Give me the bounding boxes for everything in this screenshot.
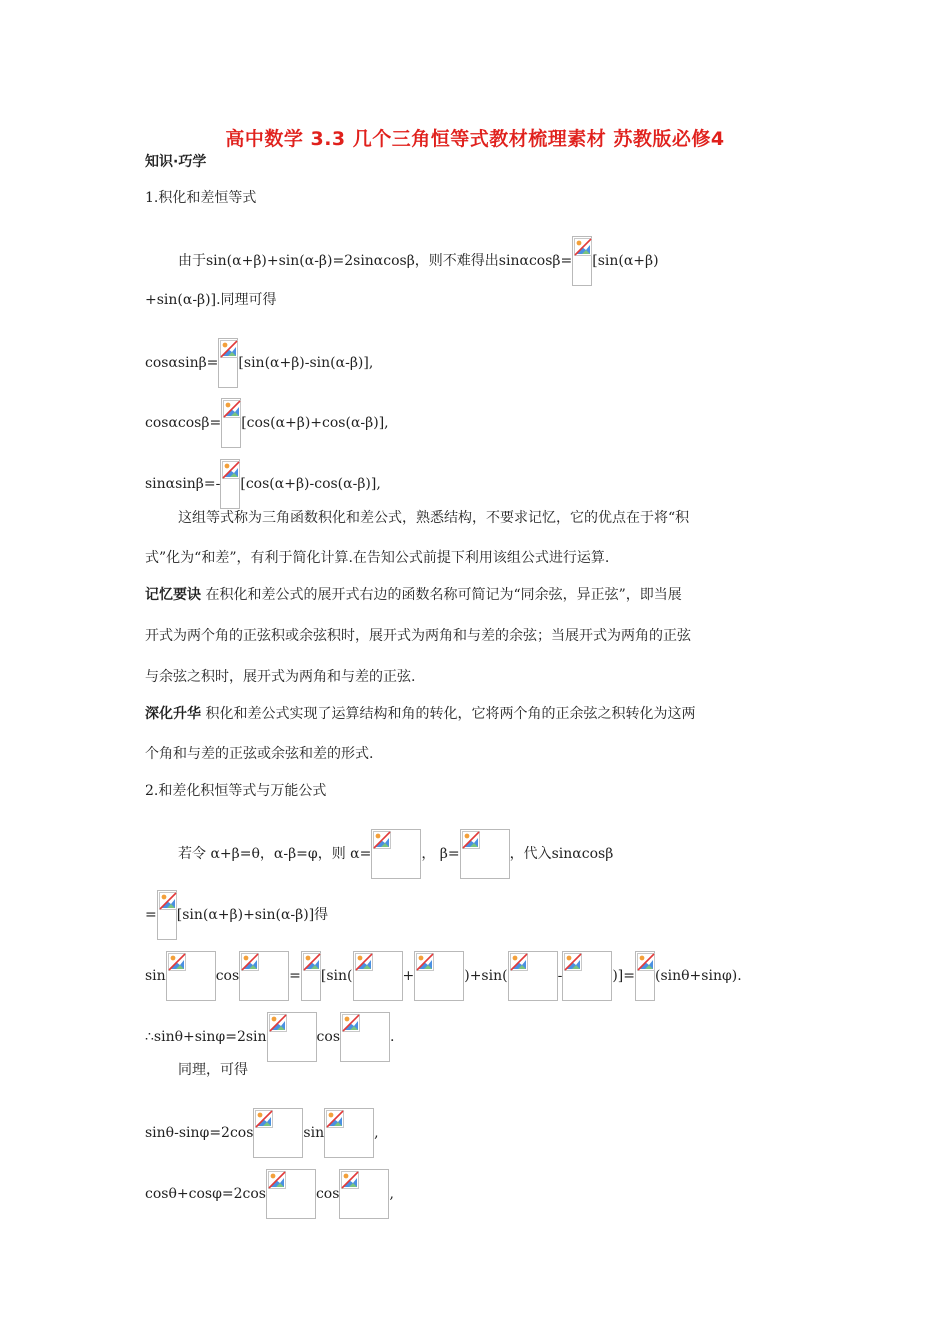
formula-image-placeholder-icon: [635, 951, 655, 1001]
deepening-label: 深化升华: [145, 706, 201, 722]
formula-image-placeholder-icon: [562, 951, 612, 1001]
formula-image-placeholder-icon: [508, 951, 558, 1001]
result-sum-sin: ∴sinθ+sinφ=2sin cos .: [145, 1012, 810, 1062]
expansion-line: sin cos = [sin( + )+sin( - )]= (sinθ+sinφ).: [145, 951, 810, 1001]
paragraph-summary-cont: 式”化为“和差”，有利于简化计算.在告知公式前提下利用该组公式进行运算.: [145, 550, 610, 566]
deepening-note: 深化升华 积化和差公式实现了运算结构和角的转化，它将两个角的正余弦之积转化为这两: [145, 706, 696, 722]
formula-image-placeholder-icon: [157, 890, 177, 940]
formula-sin-sin: sinαsinβ=- [cos(α+β)-cos(α-β)],: [145, 459, 810, 509]
formula-image-placeholder-icon: [218, 338, 238, 388]
paragraph-derivation: 由于sin(α+β)+sin(α-β)=2sinαcosβ，则不难得出sinαcosβ= [sin(α+β): [178, 236, 810, 286]
formula-image-placeholder-icon: [253, 1108, 303, 1158]
paragraph-summary: 这组等式称为三角函数积化和差公式，熟悉结构，不要求记忆，它的优点在于将“积: [178, 510, 690, 526]
heading-sum-to-product: 2.和差化积恒等式与万能公式: [145, 783, 327, 799]
formula-image-placeholder-icon: [301, 951, 321, 1001]
formula-image-placeholder-icon: [414, 951, 464, 1001]
formula-image-placeholder-icon: [266, 1169, 316, 1219]
result-diff-sin: sinθ-sinφ=2cos sin ,: [145, 1108, 810, 1158]
formula-cos-sin: cosαsinβ= [sin(α+β)-sin(α-β)],: [145, 338, 810, 388]
formula-image-placeholder-icon: [340, 1012, 390, 1062]
paragraph-derivation-cont: +sin(α-β)].同理可得: [145, 292, 277, 308]
similarly-line: 同理，可得: [178, 1062, 248, 1078]
memory-tip-cont-2: 与余弦之积时，展开式为两角和与差的正弦.: [145, 669, 416, 685]
heading-product-to-sum: 1.积化和差恒等式: [145, 190, 257, 206]
memory-tip-cont-1: 开式为两个角的正弦积或余弦积时，展开式为两角和与差的余弦；当展开式为两角的正弦: [145, 628, 691, 644]
formula-image-placeholder-icon: [239, 951, 289, 1001]
substitution-line: 若令 α+β=θ，α-β=φ，则 α= ， β= ，代入sinαcosβ: [178, 829, 810, 879]
formula-cos-cos: cosαcosβ= [cos(α+β)+cos(α-β)],: [145, 398, 810, 448]
formula-image-placeholder-icon: [166, 951, 216, 1001]
formula-image-placeholder-icon: [339, 1169, 389, 1219]
formula-image-placeholder-icon: [460, 829, 510, 879]
section-heading: 知识·巧学: [145, 154, 207, 170]
memory-tip-label: 记忆要诀: [145, 587, 201, 603]
formula-image-placeholder-icon: [371, 829, 421, 879]
formula-image-placeholder-icon: [221, 398, 241, 448]
formula-image-placeholder-icon: [220, 459, 240, 509]
substitution-line-cont: = [sin(α+β)+sin(α-β)]得: [145, 890, 810, 940]
document-title: 高中数学 3.3 几个三角恒等式教材梳理素材 苏教版必修4: [225, 128, 725, 150]
result-sum-cos: cosθ+cosφ=2cos cos ,: [145, 1169, 810, 1219]
deepening-note-cont: 个角和与差的正弦或余弦和差的形式.: [145, 746, 374, 762]
formula-image-placeholder-icon: [267, 1012, 317, 1062]
memory-tip: 记忆要诀 在积化和差公式的展开式右边的函数名称可简记为“同余弦，异正弦”，即当展: [145, 587, 682, 603]
formula-image-placeholder-icon: [572, 236, 592, 286]
formula-image-placeholder-icon: [324, 1108, 374, 1158]
formula-image-placeholder-icon: [353, 951, 403, 1001]
